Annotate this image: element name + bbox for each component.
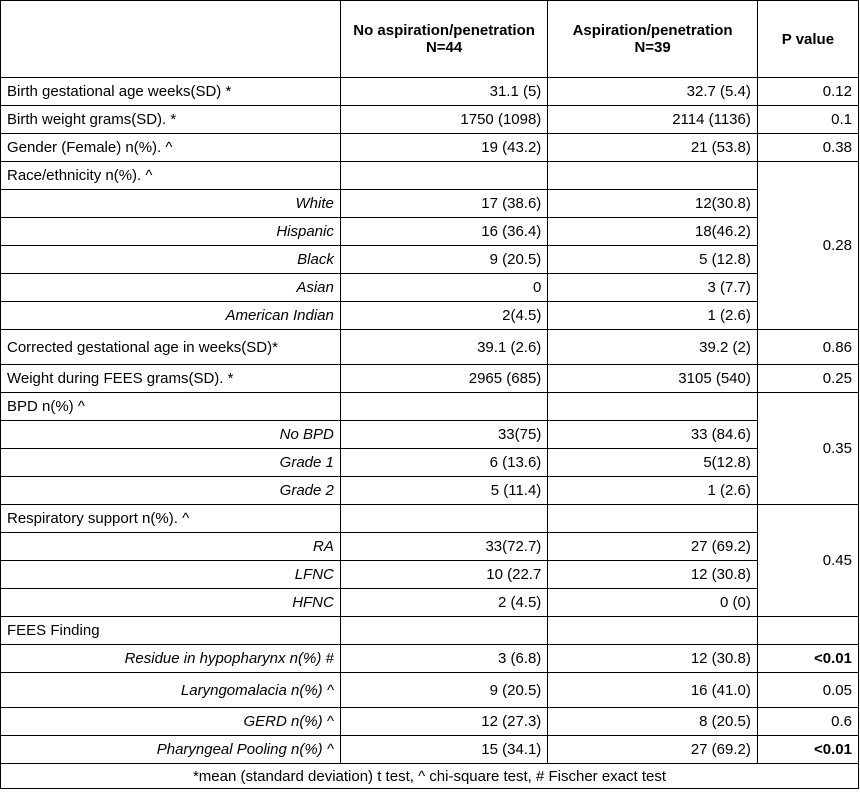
row-label: Corrected gestational age in weeks(SD)* bbox=[1, 330, 341, 365]
sub-row-label: Hispanic bbox=[1, 218, 341, 246]
table-row bbox=[1, 218, 859, 246]
header-no-aspiration-title: No aspiration/penetration bbox=[353, 22, 535, 39]
table-row bbox=[1, 673, 859, 708]
empty-cell bbox=[340, 505, 547, 533]
value-aspiration: 12 (30.8) bbox=[548, 561, 758, 589]
p-value: <0.01 bbox=[757, 645, 858, 673]
p-value: 0.35 bbox=[757, 393, 858, 505]
value-aspiration: 39.2 (2) bbox=[548, 330, 758, 365]
row-label: Gender (Female) n(%). ^ bbox=[1, 134, 341, 162]
value-aspiration: 5 (12.8) bbox=[548, 246, 758, 274]
table-row bbox=[1, 505, 859, 533]
table-row bbox=[1, 449, 859, 477]
value-aspiration: 3 (7.7) bbox=[548, 274, 758, 302]
footnote: *mean (standard deviation) t test, ^ chi-square test, # Fischer exact test bbox=[1, 764, 859, 789]
value-no-aspiration: 19 (43.2) bbox=[340, 134, 547, 162]
value-aspiration: 27 (69.2) bbox=[548, 533, 758, 561]
value-aspiration: 5(12.8) bbox=[548, 449, 758, 477]
table-row bbox=[1, 134, 859, 162]
sub-row-label: HFNC bbox=[1, 589, 341, 617]
empty-cell bbox=[548, 505, 758, 533]
p-value: 0.1 bbox=[757, 106, 858, 134]
value-aspiration: 16 (41.0) bbox=[548, 673, 758, 708]
p-value: 0.45 bbox=[757, 505, 858, 617]
table-row bbox=[1, 589, 859, 617]
row-label: FEES Finding bbox=[1, 617, 341, 645]
value-no-aspiration: 10 (22.7 bbox=[340, 561, 547, 589]
value-no-aspiration: 5 (11.4) bbox=[340, 477, 547, 505]
table-row bbox=[1, 736, 859, 764]
empty-cell bbox=[340, 617, 547, 645]
sub-row-label: Grade 1 bbox=[1, 449, 341, 477]
sub-row-label: RA bbox=[1, 533, 341, 561]
sub-row-label: Pharyngeal Pooling n(%) ^ bbox=[1, 736, 341, 764]
value-aspiration: 2114 (1136) bbox=[548, 106, 758, 134]
header-aspiration-title: Aspiration/penetration bbox=[572, 22, 733, 39]
value-no-aspiration: 33(72.7) bbox=[340, 533, 547, 561]
empty-cell bbox=[340, 162, 547, 190]
empty-cell bbox=[340, 393, 547, 421]
table-row bbox=[1, 246, 859, 274]
table-row bbox=[1, 78, 859, 106]
empty-cell bbox=[548, 617, 758, 645]
sub-row-label: GERD n(%) ^ bbox=[1, 708, 341, 736]
row-label: BPD n(%) ^ bbox=[1, 393, 341, 421]
header-p-value: P value bbox=[757, 1, 858, 78]
value-aspiration: 33 (84.6) bbox=[548, 421, 758, 449]
value-aspiration: 18(46.2) bbox=[548, 218, 758, 246]
value-no-aspiration: 3 (6.8) bbox=[340, 645, 547, 673]
sub-row-label: LFNC bbox=[1, 561, 341, 589]
value-no-aspiration: 31.1 (5) bbox=[340, 78, 547, 106]
sub-row-label: Laryngomalacia n(%) ^ bbox=[1, 673, 341, 708]
table-row bbox=[1, 274, 859, 302]
header-no-aspiration-n: N=44 bbox=[425, 39, 463, 56]
value-no-aspiration: 2 (4.5) bbox=[340, 589, 547, 617]
value-aspiration: 1 (2.6) bbox=[548, 302, 758, 330]
sub-row-label: Asian bbox=[1, 274, 341, 302]
p-value: <0.01 bbox=[757, 736, 858, 764]
row-label: Birth gestational age weeks(SD) * bbox=[1, 78, 341, 106]
header-aspiration bbox=[548, 1, 758, 78]
value-aspiration: 3105 (540) bbox=[548, 365, 758, 393]
p-value: 0.86 bbox=[757, 330, 858, 365]
table-row bbox=[1, 330, 859, 365]
table-row bbox=[1, 106, 859, 134]
value-no-aspiration: 17 (38.6) bbox=[340, 190, 547, 218]
value-aspiration: 32.7 (5.4) bbox=[548, 78, 758, 106]
header-aspiration-n: N=39 bbox=[634, 39, 671, 56]
header-row bbox=[1, 1, 859, 78]
value-no-aspiration: 2965 (685) bbox=[340, 365, 547, 393]
sub-row-label: American Indian bbox=[1, 302, 341, 330]
table-row bbox=[1, 162, 859, 190]
table-row bbox=[1, 533, 859, 561]
table-row bbox=[1, 190, 859, 218]
value-aspiration: 0 (0) bbox=[548, 589, 758, 617]
p-value: 0.6 bbox=[757, 708, 858, 736]
value-no-aspiration: 16 (36.4) bbox=[340, 218, 547, 246]
p-value: 0.28 bbox=[757, 162, 858, 330]
value-no-aspiration: 2(4.5) bbox=[340, 302, 547, 330]
value-no-aspiration: 33(75) bbox=[340, 421, 547, 449]
footnote-row bbox=[1, 764, 859, 789]
sub-row-label: No BPD bbox=[1, 421, 341, 449]
sub-row-label: Black bbox=[1, 246, 341, 274]
value-aspiration: 12(30.8) bbox=[548, 190, 758, 218]
header-blank-cell bbox=[1, 1, 341, 78]
table-row bbox=[1, 561, 859, 589]
row-label: Weight during FEES grams(SD). * bbox=[1, 365, 341, 393]
table-row bbox=[1, 708, 859, 736]
row-label: Race/ethnicity n(%). ^ bbox=[1, 162, 341, 190]
value-no-aspiration: 1750 (1098) bbox=[340, 106, 547, 134]
value-aspiration: 21 (53.8) bbox=[548, 134, 758, 162]
value-no-aspiration: 9 (20.5) bbox=[340, 246, 547, 274]
value-aspiration: 1 (2.6) bbox=[548, 477, 758, 505]
value-no-aspiration: 9 (20.5) bbox=[340, 673, 547, 708]
p-value: 0.25 bbox=[757, 365, 858, 393]
table-row bbox=[1, 617, 859, 645]
table-row bbox=[1, 365, 859, 393]
p-value: 0.12 bbox=[757, 78, 858, 106]
table-row bbox=[1, 477, 859, 505]
value-aspiration: 8 (20.5) bbox=[548, 708, 758, 736]
sub-row-label: Residue in hypopharynx n(%) # bbox=[1, 645, 341, 673]
table-row bbox=[1, 302, 859, 330]
value-aspiration: 27 (69.2) bbox=[548, 736, 758, 764]
table-row bbox=[1, 421, 859, 449]
sub-row-label: White bbox=[1, 190, 341, 218]
empty-cell bbox=[757, 617, 858, 645]
table-row bbox=[1, 645, 859, 673]
table-row bbox=[1, 393, 859, 421]
value-no-aspiration: 15 (34.1) bbox=[340, 736, 547, 764]
header-no-aspiration bbox=[340, 1, 547, 78]
sub-row-label: Grade 2 bbox=[1, 477, 341, 505]
value-no-aspiration: 0 bbox=[340, 274, 547, 302]
value-no-aspiration: 12 (27.3) bbox=[340, 708, 547, 736]
row-label: Birth weight grams(SD). * bbox=[1, 106, 341, 134]
p-value: 0.38 bbox=[757, 134, 858, 162]
value-no-aspiration: 6 (13.6) bbox=[340, 449, 547, 477]
empty-cell bbox=[548, 393, 758, 421]
value-no-aspiration: 39.1 (2.6) bbox=[340, 330, 547, 365]
empty-cell bbox=[548, 162, 758, 190]
row-label: Respiratory support n(%). ^ bbox=[1, 505, 341, 533]
p-value: 0.05 bbox=[757, 673, 858, 708]
value-aspiration: 12 (30.8) bbox=[548, 645, 758, 673]
